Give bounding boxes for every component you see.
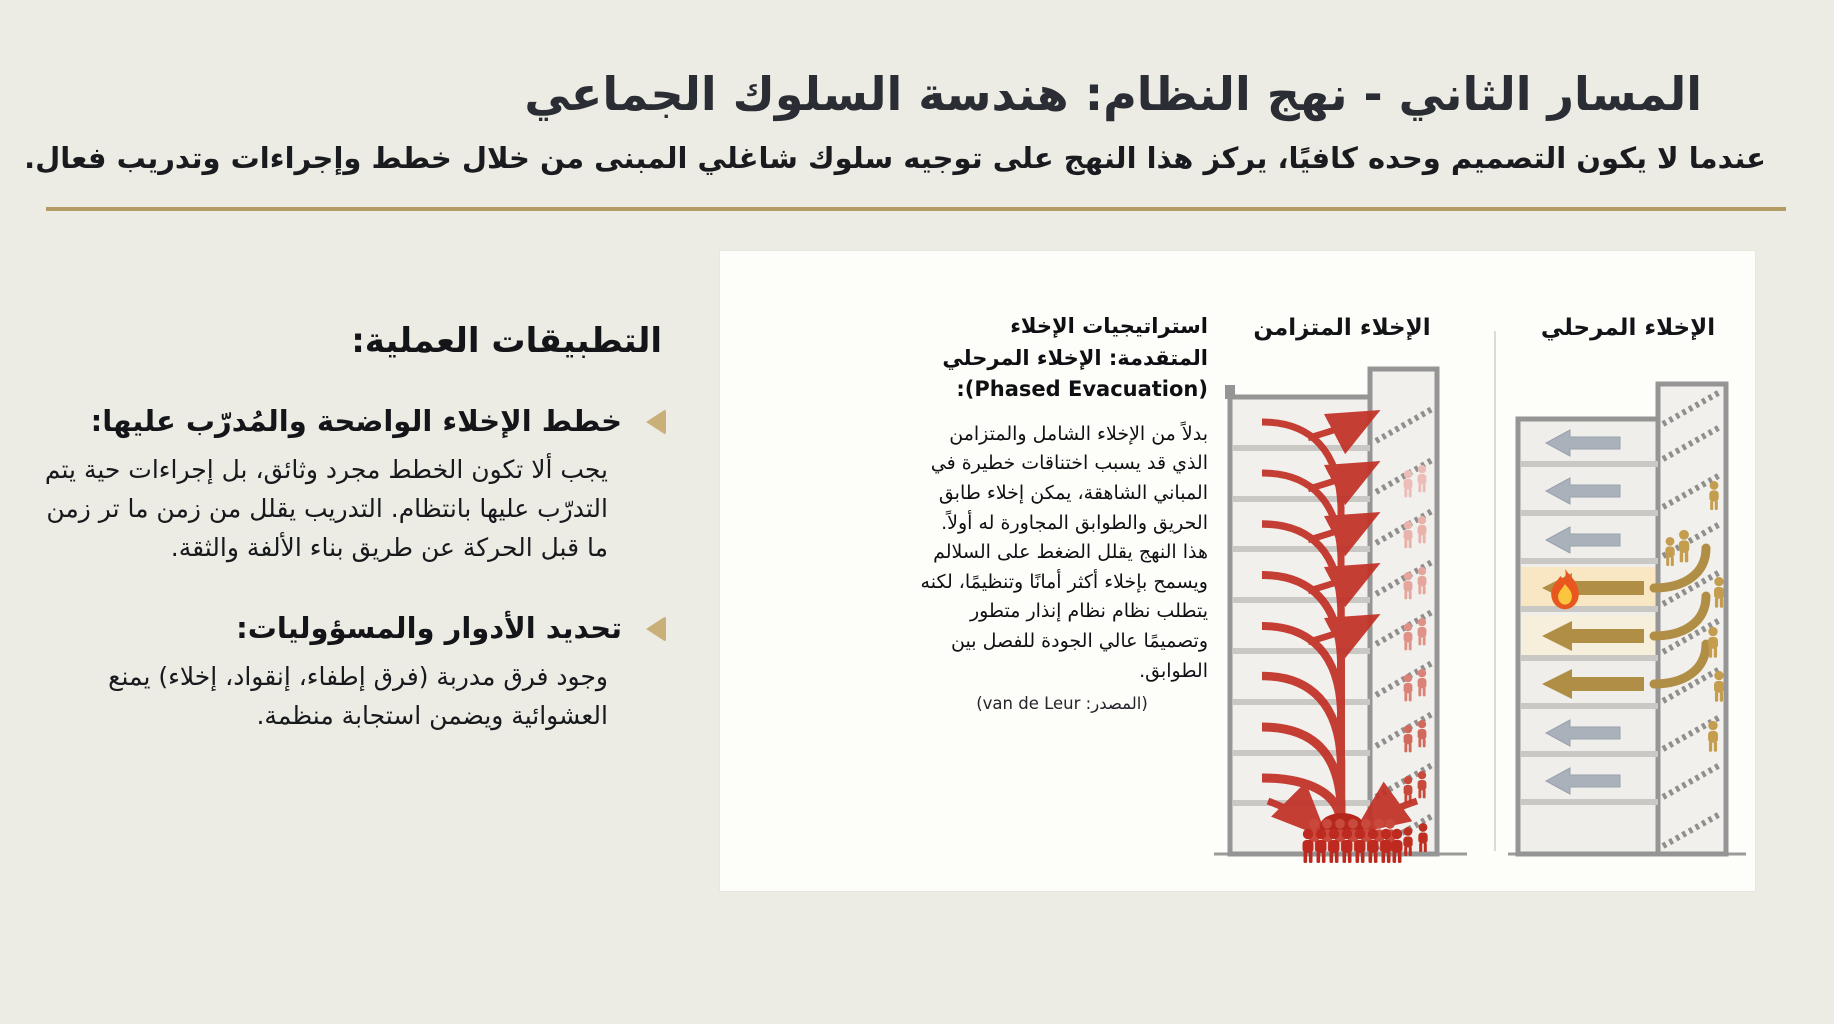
card-source: (المصدر: van de Leur) bbox=[976, 694, 1148, 714]
list-item-title: تحديد الأدوار والمسؤوليات: bbox=[236, 610, 622, 645]
list-item-evacuation-plans bbox=[26, 403, 670, 568]
diagram-divider bbox=[1494, 331, 1496, 851]
main-content bbox=[0, 251, 1834, 891]
header bbox=[0, 0, 1834, 211]
list-item-body: يجب ألا تكون الخطط مجرد وثائق، بل إجراءات حية يتم التدرّب عليها بانتظام. التدريب يقلل من زمن ما تر زمن ما قبل الحركة عن طريق بناء الألفة والثقة. bbox=[44, 455, 608, 562]
simultaneous-evacuation-label: الإخلاء المتزامن bbox=[1253, 315, 1431, 342]
page-subtitle: عندما لا يكون التصميم وحده كافيًا، يركز هذا النهج على توجيه سلوك شاغلي المبنى من خلال خطط وإجراءات وتدريب فعال. bbox=[24, 140, 1766, 175]
practical-applications-section bbox=[26, 251, 670, 735]
simultaneous-evacuation-diagram bbox=[1206, 315, 1478, 873]
list-item-body: وجود فرق مدربة (فرق إطفاء، إنقواد، إخلاء) يمنع العشوائية ويضمن استجابة منظمة. bbox=[108, 661, 608, 730]
divider bbox=[46, 207, 1786, 211]
phased-evacuation-label: الإخلاء المرحلي bbox=[1540, 315, 1716, 342]
list-item-roles-responsibilities bbox=[26, 610, 670, 736]
phased-evacuation-diagram bbox=[1508, 315, 1748, 873]
evacuation-strategies-card bbox=[720, 251, 1755, 891]
applications-heading: التطبيقات العملية: bbox=[351, 321, 662, 362]
card-heading: استراتيجيات الإخلاء المتقدمة: الإخلاء المرحلي (Phased Evacuation): bbox=[942, 314, 1208, 402]
card-text-column bbox=[916, 311, 1208, 713]
simultaneous-building-illustration bbox=[1212, 349, 1472, 869]
card-body: بدلاً من الإخلاء الشامل والمتزامن الذي قد يسبب اختناقات خطيرة في المباني الشاهقة، يمكن إخلاء طابق الحريق والطوابق المجاورة له أولاً. هذا النهج يقلل الضغط على السلالم ويسمح بإخلاء أكثر أمانًا وتنظيمًا، لكنه يتطلب نظام نظام إنذار متطور وتصميمًا عالي الجودة للفصل بين الطوابق. bbox=[920, 422, 1208, 682]
bullet-triangle-icon bbox=[646, 409, 666, 435]
bullet-triangle-icon bbox=[646, 616, 666, 642]
page-title: المسار الثاني - نهج النظام: هندسة السلوك الجماعي bbox=[524, 67, 1702, 121]
list-item-title: خطط الإخلاء الواضحة والمُدرّب عليها: bbox=[90, 404, 622, 439]
phased-building-illustration bbox=[1508, 349, 1748, 869]
